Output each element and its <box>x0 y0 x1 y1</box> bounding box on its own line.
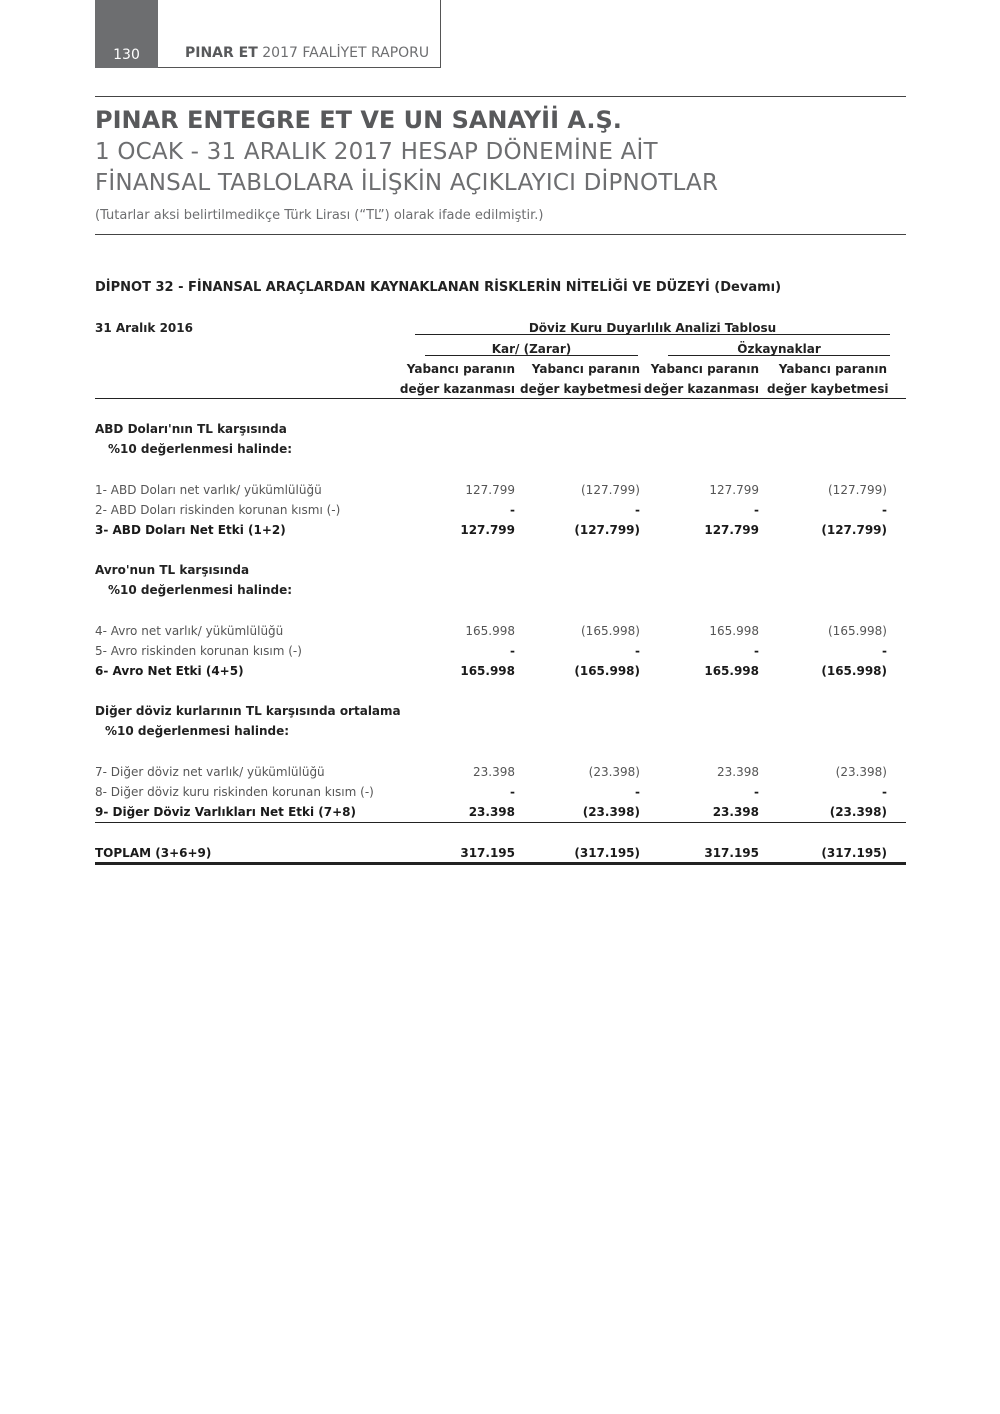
col4-header-line2: değer kaybetmesi <box>767 382 889 396</box>
company-name: PINAR ENTEGRE ET VE UN SANAYİİ A.Ş. <box>95 106 622 134</box>
cell-value: 23.398 <box>712 805 759 819</box>
table-main-header: Döviz Kuru Duyarlılık Analizi Tablosu <box>528 321 777 335</box>
table-row-subtotal <box>95 802 906 822</box>
total-label: TOPLAM (3+6+9) <box>95 846 212 860</box>
cell-value: (23.398) <box>582 805 640 819</box>
cell-value: - <box>510 644 515 658</box>
row-label: 7- Diğer döviz net varlık/ yükümlülüğü <box>95 765 325 779</box>
cell-value: - <box>754 503 759 517</box>
report-brand: PINAR ET <box>185 45 258 61</box>
section-heading: Diğer döviz kurlarının TL karşısında ortalama <box>95 704 401 718</box>
group2-underline <box>668 355 890 356</box>
title-bottom-rule <box>95 234 906 235</box>
table-row <box>95 500 906 520</box>
cell-value: - <box>635 503 640 517</box>
cell-value: - <box>882 644 887 658</box>
main-header-underline <box>415 334 890 335</box>
row-label: 2- ABD Doları riskinden korunan kısmı (-) <box>95 503 341 517</box>
currency-note: (Tutarlar aksi belirtilmedikçe Türk Lirası (“TL”) olarak ifade edilmiştir.) <box>95 208 544 223</box>
table-row <box>95 641 906 661</box>
cell-value: 127.799 <box>465 483 515 497</box>
row-label: 9- Diğer Döviz Varlıkları Net Etki (7+8) <box>95 805 357 819</box>
cell-value: - <box>635 644 640 658</box>
row-label: 3- ABD Doları Net Etki (1+2) <box>95 523 286 537</box>
cell-value: 23.398 <box>473 765 515 779</box>
col3-header-line1: Yabancı paranın <box>650 362 759 376</box>
cell-value: - <box>882 503 887 517</box>
cell-value: - <box>754 785 759 799</box>
cell-value: (127.799) <box>828 483 887 497</box>
cell-value: (165.998) <box>821 664 887 678</box>
group1-underline <box>425 355 638 356</box>
cell-value: 23.398 <box>717 765 759 779</box>
total-double-rule <box>95 862 906 865</box>
cell-value: - <box>510 785 515 799</box>
cell-value: (317.195) <box>574 846 640 860</box>
col2-header-line1: Yabancı paranın <box>531 362 640 376</box>
section-heading: Avro'nun TL karşısında <box>95 563 250 577</box>
row-label: 5- Avro riskinden korunan kısım (-) <box>95 644 302 658</box>
col4-header-line1: Yabancı paranın <box>778 362 887 376</box>
cell-value: (317.195) <box>821 846 887 860</box>
title-top-rule <box>95 96 906 97</box>
table-row-subtotal <box>95 661 906 681</box>
cell-value: - <box>635 785 640 799</box>
col1-header-line2: değer kazanması <box>399 382 515 396</box>
table-row <box>95 762 906 782</box>
cell-value: 317.195 <box>704 846 759 860</box>
title-line-2: 1 OCAK - 31 ARALIK 2017 HESAP DÖNEMİNE AİT <box>95 139 658 165</box>
table-date-label: 31 Aralık 2016 <box>95 321 193 335</box>
page-number: 130 <box>95 0 158 68</box>
cell-value: 165.998 <box>465 624 515 638</box>
cell-value: (23.398) <box>829 805 887 819</box>
cell-value: (165.998) <box>828 624 887 638</box>
cell-value: (165.998) <box>581 624 640 638</box>
cell-value: 317.195 <box>460 846 515 860</box>
row-label: 8- Diğer döviz kuru riskinden korunan kısım (-) <box>95 785 374 799</box>
page-header <box>95 0 441 68</box>
cell-value: 165.998 <box>704 664 759 678</box>
cell-value: (127.799) <box>581 483 640 497</box>
col3-header-line2: değer kazanması <box>643 382 759 396</box>
header-bottom-rule <box>95 398 906 399</box>
title-line-3: FİNANSAL TABLOLARA İLİŞKİN AÇIKLAYICI DİPNOTLAR <box>95 170 719 196</box>
cell-value: (165.998) <box>574 664 640 678</box>
cell-value: (23.398) <box>588 765 640 779</box>
cell-value: (23.398) <box>835 765 887 779</box>
section-subheading: %10 değerlenmesi halinde: <box>105 724 290 738</box>
cell-value: - <box>510 503 515 517</box>
group-header-kar-zarar: Kar/ (Zarar) <box>491 342 572 356</box>
col2-header-line2: değer kaybetmesi <box>520 382 642 396</box>
cell-value: 23.398 <box>468 805 515 819</box>
report-title-text: 2017 FAALİYET RAPORU <box>262 45 430 61</box>
cell-value: - <box>754 644 759 658</box>
cell-value: (127.799) <box>574 523 640 537</box>
section-subheading: %10 değerlenmesi halinde: <box>108 583 293 597</box>
cell-value: 127.799 <box>704 523 759 537</box>
table-row <box>95 782 906 802</box>
cell-value: 127.799 <box>460 523 515 537</box>
section-heading: ABD Doları'nın TL karşısında <box>95 422 287 436</box>
cell-value: 165.998 <box>460 664 515 678</box>
cell-value: 127.799 <box>709 483 759 497</box>
report-title <box>185 45 429 61</box>
group-header-ozkaynaklar: Özkaynaklar <box>737 342 821 356</box>
row-label: 6- Avro Net Etki (4+5) <box>95 664 244 678</box>
table-row-subtotal <box>95 520 906 540</box>
row-label: 1- ABD Doları net varlık/ yükümlülüğü <box>95 483 322 497</box>
cell-value: - <box>882 785 887 799</box>
row-label: 4- Avro net varlık/ yükümlülüğü <box>95 624 284 638</box>
table-row <box>95 480 906 500</box>
cell-value: 165.998 <box>709 624 759 638</box>
col1-header-line1: Yabancı paranın <box>406 362 515 376</box>
cell-value: (127.799) <box>821 523 887 537</box>
section-title: DİPNOT 32 - FİNANSAL ARAÇLARDAN KAYNAKLANAN RİSKLERİN NİTELİĞİ VE DÜZEYİ (Devamı) <box>95 280 782 295</box>
subtotal-rule <box>95 822 906 823</box>
table-row-total <box>95 843 906 863</box>
section-subheading: %10 değerlenmesi halinde: <box>108 442 293 456</box>
table-row <box>95 621 906 641</box>
